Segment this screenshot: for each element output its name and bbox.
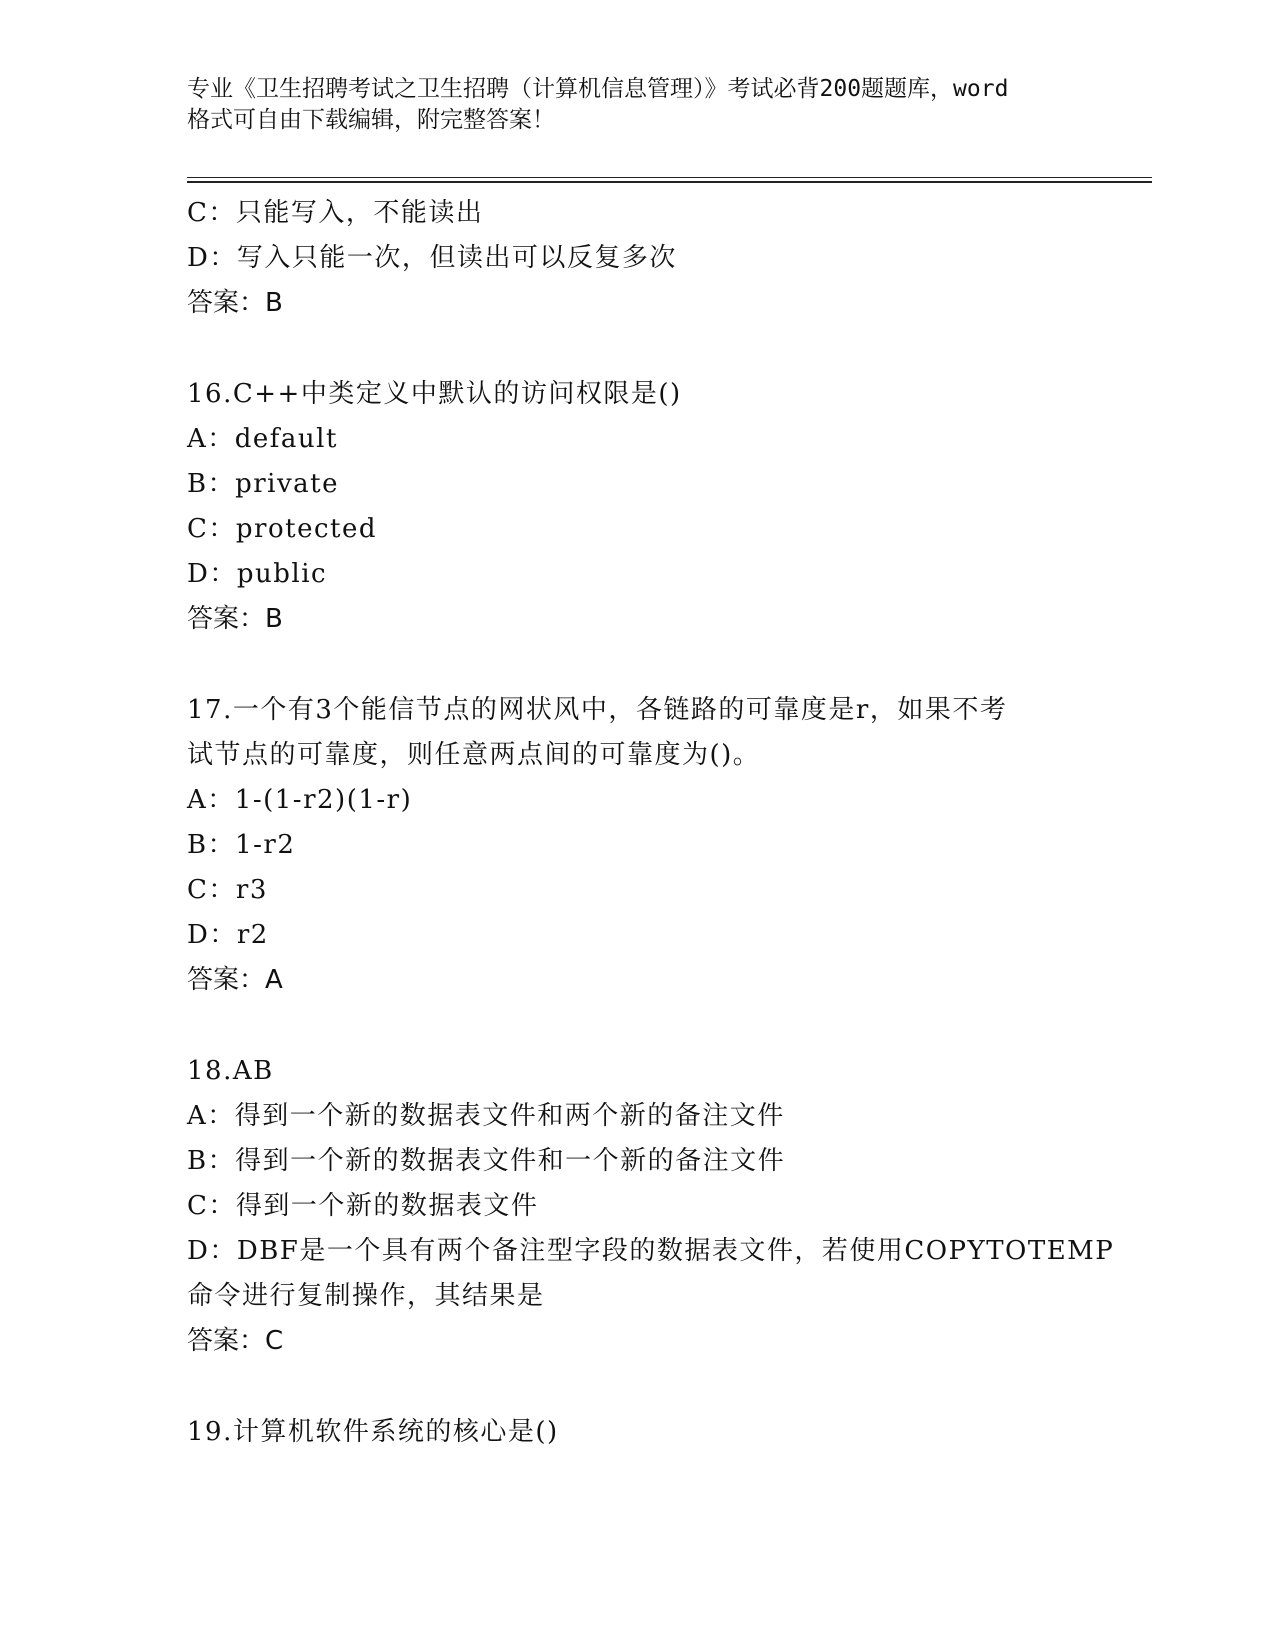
option-c: C：得到一个新的数据表文件 [187,1191,539,1221]
question-17 [187,688,1087,1003]
page-header [187,74,1087,136]
question-19 [187,1410,1087,1455]
option-c: C：r3 [187,875,268,905]
answer-line: 答案：C [187,1326,284,1356]
answer-line: 答案：B [187,288,283,318]
question-list [187,191,1115,1455]
spacer [187,642,1087,688]
question-stem: 16.C++中类定义中默认的访问权限是() [187,379,682,409]
option-d: D：r2 [187,920,269,950]
answer-line: 答案：A [187,965,283,995]
option-b: B：得到一个新的数据表文件和一个新的备注文件 [187,1146,786,1176]
question-stem-line-2: 试节点的可靠度，则任意两点间的可靠度为()。 [187,740,761,770]
question-16 [187,372,1087,642]
question-stem: 19.计算机软件系统的核心是() [187,1417,559,1447]
option-c: C：只能写入，不能读出 [187,198,484,228]
option-c: C：protected [187,514,377,544]
question-stem: 18.AB [187,1056,274,1086]
option-d-line-1: D：DBF是一个具有两个备注型字段的数据表文件，若使用COPYTOTEMP [187,1236,1115,1266]
option-a: A：default [187,424,338,454]
option-b: B：1-r2 [187,830,296,860]
answer-line: 答案：B [187,604,283,634]
header-divider-thin [187,177,1152,178]
header-line-2: 格式可自由下载编辑，附完整答案！ [187,107,555,133]
header-line-1: 专业《卫生招聘考试之卫生招聘（计算机信息管理）》考试必背200题题库，word [187,76,1009,102]
header-divider-thick [187,181,1152,183]
question-15-tail [187,191,1087,326]
spacer [187,1003,1087,1049]
option-d-line-2: 命令进行复制操作，其结果是 [187,1281,545,1311]
spacer [187,1364,1087,1410]
spacer [187,326,1087,372]
option-d: D：public [187,559,328,589]
option-a: A：得到一个新的数据表文件和两个新的备注文件 [187,1101,785,1131]
question-stem-line-1: 17.一个有3个能信节点的网状风中，各链路的可靠度是r，如果不考 [187,695,1008,725]
question-18 [187,1049,1115,1364]
option-a: A：1-(1-r2)(1-r) [187,785,413,815]
option-b: B：private [187,469,340,499]
option-d: D：写入只能一次，但读出可以反复多次 [187,243,677,273]
